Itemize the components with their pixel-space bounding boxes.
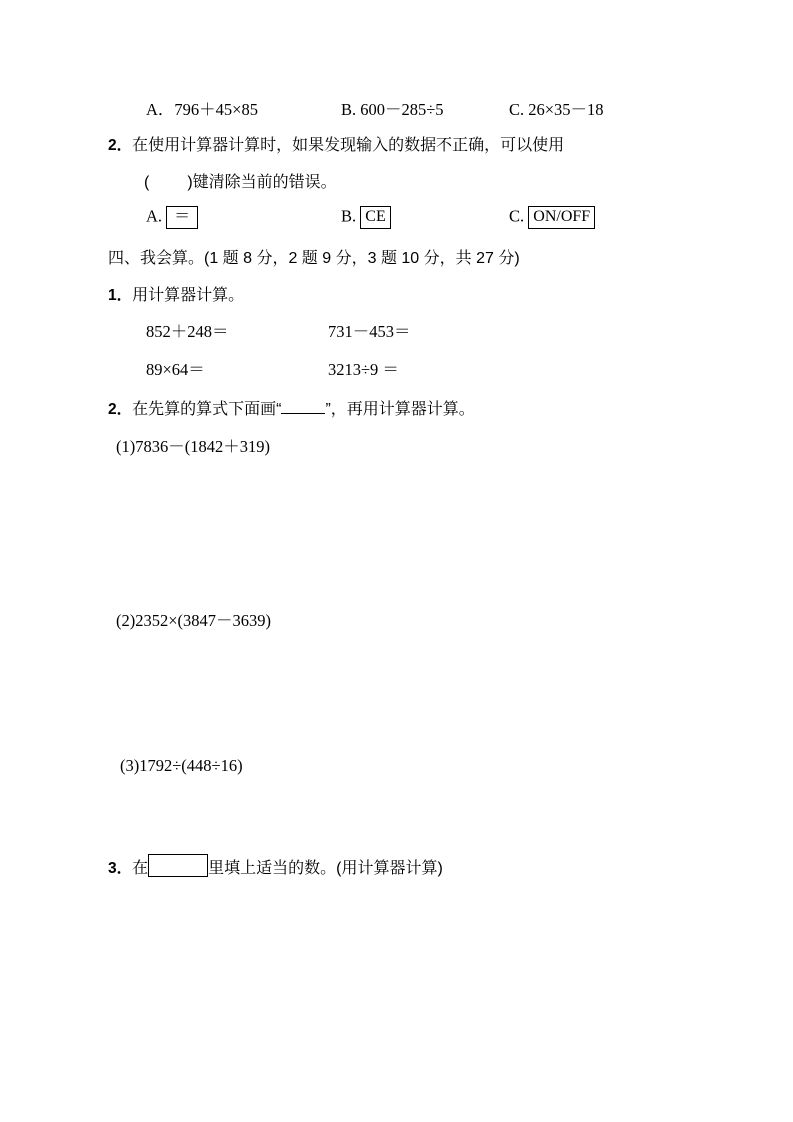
page-content — [108, 96, 688, 892]
question-2-number: 2． — [108, 137, 133, 154]
work-space-3 — [108, 776, 688, 854]
question-2-text: 在使用计算器计算时，如果发现输入的数据不正确，可以使用 — [132, 137, 565, 154]
question-2-stem — [108, 132, 688, 159]
q1-choice-b: B. 600－285÷5 — [341, 100, 444, 119]
ce-key-icon: CE — [360, 206, 390, 229]
s4q3-text-pre: 在 — [132, 860, 149, 878]
s4q1-row-2 — [108, 356, 688, 380]
q1-choice-c: C. 26×35－18 — [509, 100, 604, 119]
s4q2-item-1: (1)7836－(1842＋319) — [116, 437, 270, 457]
box-blank-icon[interactable] — [148, 854, 208, 877]
section4-question-1 — [108, 282, 688, 309]
s4q3-text-post: 里填上适当的数。(用计算器计算) — [208, 860, 443, 878]
question-2-stem-line2 — [108, 169, 688, 196]
s4q1-row-1 — [108, 318, 688, 342]
q2-choice-c — [509, 206, 595, 229]
work-space-2 — [108, 631, 688, 756]
s4q2-text-pre: 在先算的算式下面画“ — [132, 401, 282, 419]
onoff-key-icon: ON/OFF — [528, 206, 595, 229]
s4q1-number: 1． — [108, 286, 133, 304]
s4q2-text-post: ”，再用计算器计算。 — [325, 401, 475, 419]
q2-choice-b — [341, 206, 509, 229]
question-2-text-tail: )键清除当前的错误。 — [187, 173, 337, 191]
s4q1-item-3: 89×64＝ — [146, 360, 205, 380]
equals-key-icon: ＝ — [166, 206, 198, 229]
s4q3-number: 3． — [108, 860, 133, 878]
section4-question-3 — [108, 854, 688, 882]
section4-question-2 — [108, 396, 688, 423]
work-space-1 — [108, 457, 688, 607]
s4q1-item-4: 3213÷9 ＝ — [328, 360, 399, 380]
s4q2-number: 2． — [108, 401, 133, 419]
q2-choice-a — [146, 206, 341, 229]
s4q1-item-2: 731－453＝ — [328, 322, 411, 342]
section-4-title: 四、我会算。(1 题 8 分，2 题 9 分，3 题 10 分，共 27 分) — [108, 249, 520, 267]
question-2-choices — [108, 206, 688, 229]
s4q1-text: 用计算器计算。 — [132, 286, 245, 304]
q2-choice-b-label: B. — [341, 205, 357, 225]
q2-choice-a-label: A. — [146, 205, 163, 225]
q2-choice-c-label: C. — [509, 205, 525, 225]
s4q2-item-2: (2)2352×(3847－3639) — [116, 611, 272, 631]
s4q1-item-1: 852＋248＝ — [146, 322, 229, 342]
s4q2-item-3: (3)1792÷(448÷16) — [120, 756, 243, 776]
underline-blank-icon — [281, 398, 325, 415]
q1-choice-a: A．796＋45×85 — [146, 100, 258, 119]
question-2-blank-open: ( — [144, 173, 150, 191]
question-1-choices — [108, 96, 688, 120]
section-4-heading — [108, 245, 688, 268]
